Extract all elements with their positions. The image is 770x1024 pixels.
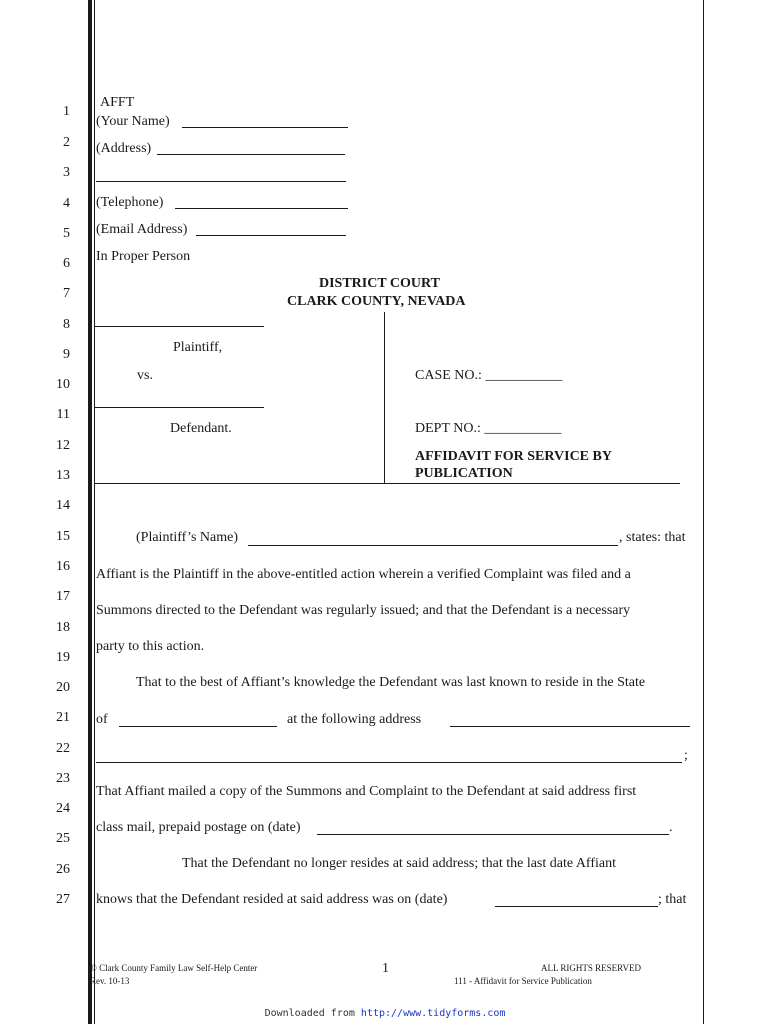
line-number: 9 [63, 347, 70, 362]
line-number: 27 [56, 892, 70, 907]
mail-date-prompt: class mail, prepaid postage on (date) [96, 820, 301, 835]
margin-rule-thin [94, 0, 95, 1024]
last-resided-date-field[interactable] [495, 906, 658, 907]
line-number: 20 [56, 680, 70, 695]
body-line-20: That to the best of Affiant’s knowledge the Defendant was last known to reside in the State [136, 675, 646, 690]
plaintiff-name-body-field[interactable] [248, 545, 618, 546]
versus-label: vs. [137, 368, 153, 383]
line-number: 17 [56, 589, 70, 604]
your-name-label: (Your Name) [96, 114, 170, 129]
telephone-label: (Telephone) [96, 195, 164, 210]
revision-text: Rev. 10-13 [90, 976, 130, 986]
line-number: 19 [56, 650, 70, 665]
line-number: 1 [63, 104, 70, 119]
court-name: DISTRICT COURT [319, 276, 441, 291]
proper-person-label: In Proper Person [96, 249, 191, 264]
line-number: 2 [63, 135, 70, 150]
following-address-text: at the following address [287, 712, 422, 727]
semicolon-text: ; [684, 748, 688, 763]
line-number: 13 [56, 468, 70, 483]
caption-divider [384, 312, 385, 484]
body-line-23: That Affiant mailed a copy of the Summons and Complaint to the Defendant at said address first [96, 784, 637, 799]
right-margin-rule [703, 0, 704, 1024]
copyright-text: © Clark County Family Law Self-Help Center [90, 963, 258, 973]
states-that-text: , states: that [619, 530, 686, 545]
line-number: 10 [56, 377, 70, 392]
line-number: 18 [56, 620, 70, 635]
line-number: 24 [56, 801, 70, 816]
plaintiff-label: Plaintiff, [173, 340, 223, 355]
line-number: 12 [56, 438, 70, 453]
email-field[interactable] [196, 235, 346, 236]
tidyforms-link[interactable]: http://www.tidyforms.com [360, 1008, 506, 1019]
body-line-18: party to this action. [96, 639, 205, 654]
last-address-field[interactable] [450, 726, 690, 727]
document-title-line-1: AFFIDAVIT FOR SERVICE BY [415, 449, 612, 464]
defendant-label: Defendant. [170, 421, 232, 436]
caption-bottom-rule [94, 483, 680, 484]
state-field[interactable] [119, 726, 277, 727]
line-number: 6 [63, 256, 70, 271]
rights-reserved-text: ALL RIGHTS RESERVED [541, 963, 641, 973]
body-line-16: Affiant is the Plaintiff in the above-entitled action wherein a verified Complaint was filed and a [96, 567, 631, 582]
line-number: 25 [56, 831, 70, 846]
line-number: 22 [56, 741, 70, 756]
line-number: 4 [63, 196, 70, 211]
download-source [0, 1008, 770, 1019]
line-number: 3 [63, 165, 70, 180]
page-number: 1 [382, 961, 389, 976]
address-label: (Address) [96, 141, 152, 156]
body-line-17: Summons directed to the Defendant was regularly issued; and that the Defendant is a necessary [96, 603, 631, 618]
dept-number-field[interactable]: DEPT NO.: ___________ [415, 421, 562, 436]
period-text: . [669, 820, 673, 835]
form-title-footer: 111 - Affidavit for Service Publication [454, 976, 592, 986]
form-code: AFFT [100, 95, 135, 110]
line-number: 26 [56, 862, 70, 877]
address-field-line-2[interactable] [96, 181, 346, 182]
line-number: 14 [56, 498, 70, 513]
line-number: 11 [56, 407, 70, 422]
email-label: (Email Address) [96, 222, 188, 237]
line-number: 16 [56, 559, 70, 574]
court-county: CLARK COUNTY, NEVADA [287, 294, 466, 309]
mail-date-field[interactable] [317, 834, 669, 835]
download-prefix: Downloaded from [264, 1008, 355, 1019]
line-number: 21 [56, 710, 70, 725]
body-line-26: That the Defendant no longer resides at said address; that the last date Affiant [182, 856, 616, 871]
line-number: 8 [63, 317, 70, 332]
that-text: ; that [658, 892, 687, 907]
last-address-field-line-2[interactable] [96, 762, 682, 763]
document-title-line-2: PUBLICATION [415, 466, 513, 481]
case-number-field[interactable]: CASE NO.: ___________ [415, 368, 563, 383]
plaintiff-name-prompt: (Plaintiff’s Name) [136, 530, 238, 545]
line-number: 23 [56, 771, 70, 786]
margin-rule-thick [88, 0, 92, 1024]
your-name-field[interactable] [182, 127, 348, 128]
telephone-field[interactable] [175, 208, 348, 209]
line-number: 5 [63, 226, 70, 241]
line-number: 15 [56, 529, 70, 544]
address-field[interactable] [157, 154, 345, 155]
line-number: 7 [63, 286, 70, 301]
last-resided-prompt: knows that the Defendant resided at said address was on (date) [96, 892, 448, 907]
defendant-name-field[interactable] [94, 407, 264, 408]
state-prefix-text: of [96, 712, 108, 727]
plaintiff-name-field[interactable] [94, 326, 264, 327]
